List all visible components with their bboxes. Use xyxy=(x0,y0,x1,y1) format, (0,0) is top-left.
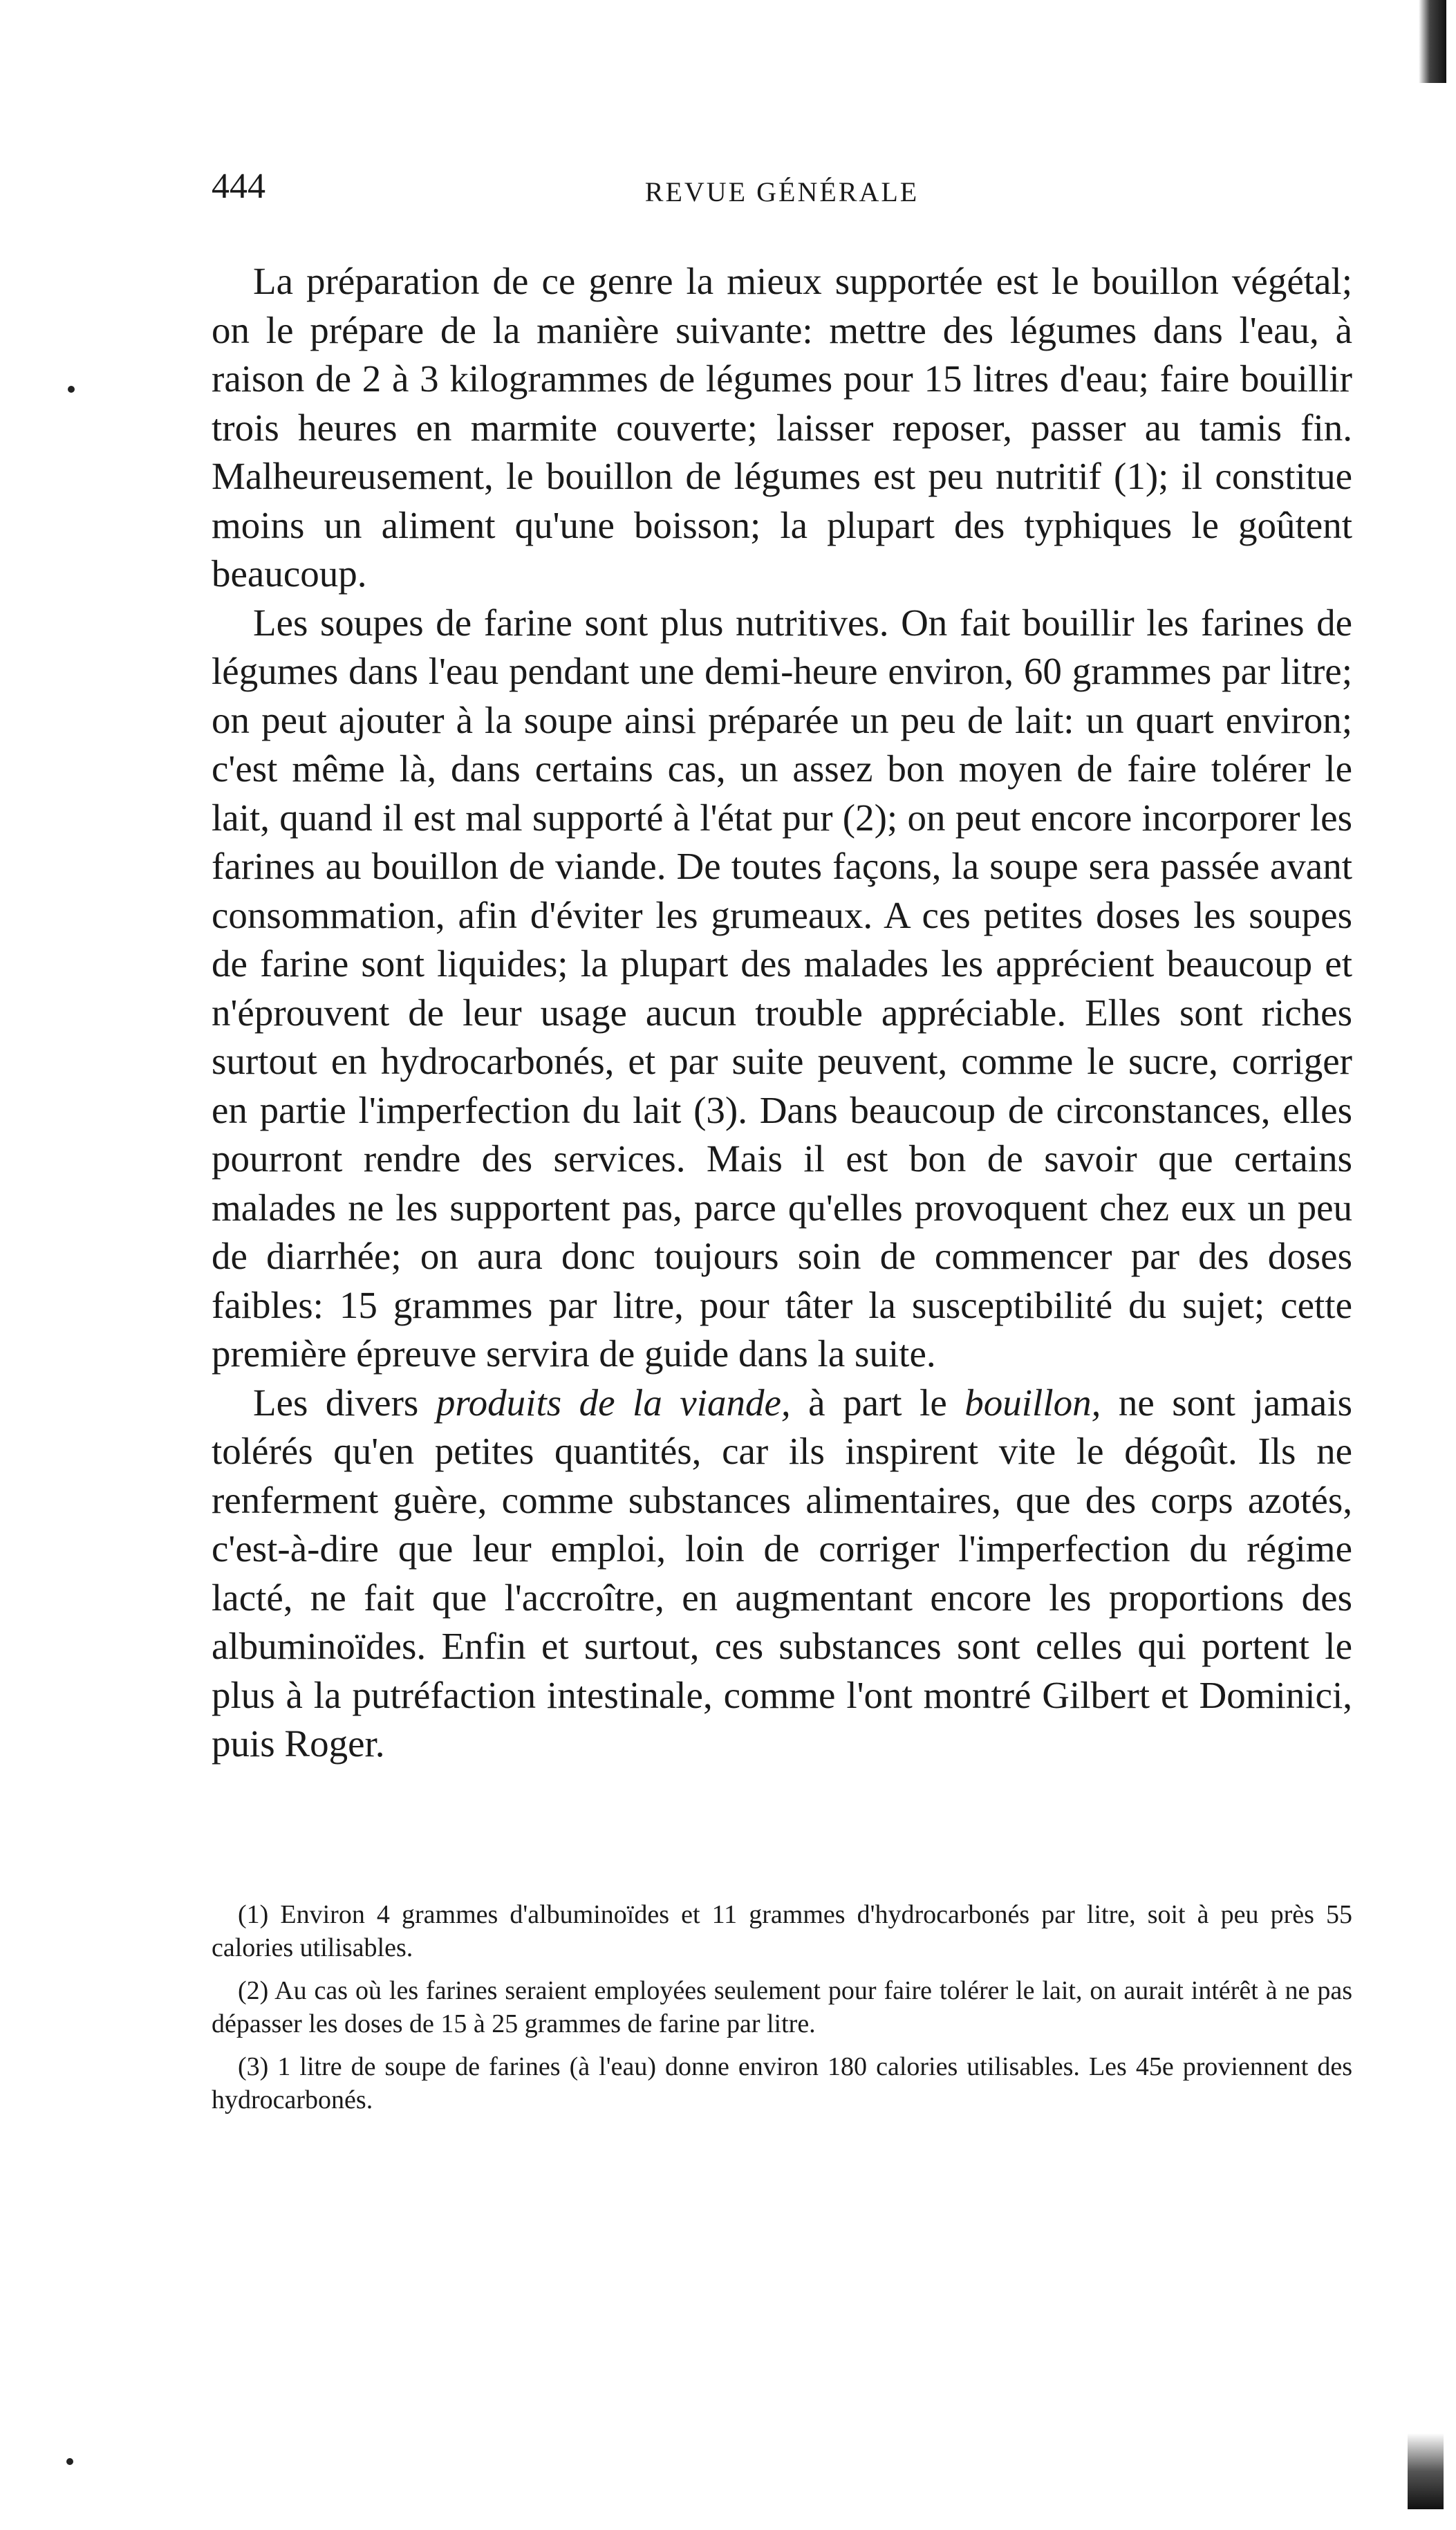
scan-speck xyxy=(66,2458,73,2465)
scan-edge-mark xyxy=(1408,2433,1444,2509)
italic-term: bouillon, xyxy=(964,1381,1101,1424)
footnote: (1) Environ 4 grammes d'albuminoïdes et 11 grammes d'hydrocarbonés par litre, soit à peu près 55 calories utilisables. xyxy=(212,1900,1352,1962)
footnote: (2) Au cas où les farines seraient employées seulement pour faire tolérer le lait, on aurait intérêt à ne pas dépasser les doses de 15 à 25 grammes de farine par litre. xyxy=(212,1976,1352,2038)
footnotes xyxy=(212,1898,1352,2126)
running-title: REVUE GÉNÉRALE xyxy=(644,176,920,207)
paragraph-text: à part le xyxy=(790,1381,965,1424)
scan-edge-mark xyxy=(1419,0,1446,83)
italic-term: produits de la viande, xyxy=(436,1381,791,1424)
paragraph: Les soupes de farine sont plus nutritives. On fait bouillir les farines de légumes dans l'eau pendant une demi-heure environ, 60 grammes par litre; on peut ajouter à la soupe ainsi préparée un peu de lait: un quart environ; c'est même là, dans certains cas, un assez bon moyen de faire tolérer le lait, quand il est mal supporté à l'état pur (2); on peut encore incorporer les farines au bouillon de viande. De toutes façons, la soupe sera passée avant consommation, afin d'éviter les grumeaux. A ces petites doses les soupes de farine sont liquides; la plupart des malades les apprécient beaucoup et n'éprouvent de leur usage aucun trouble appréciable. Elles sont riches surtout en hydrocarbonés, et par suite peuvent, comme le sucre, corriger en partie l'imperfection du lait (3). Dans beaucoup de circonstances, elles pourront rendre des services. Mais il est bon de savoir que certains malades ne les supportent pas, parce qu'elles provoquent chez eux un peu de diarrhée; on aura donc toujours soin de commencer par des doses faibles: 15 grammes par litre, pour tâter la susceptibilité du sujet; cette première épreuve servira de guide dans la suite. xyxy=(212,601,1352,1375)
scan-speck xyxy=(68,386,75,393)
body-text xyxy=(212,257,1352,1769)
page-header xyxy=(212,165,1352,227)
paragraph-text: Les divers xyxy=(253,1381,436,1424)
paragraph-text: ne sont jamais tolérés qu'en petites quantités, car ils inspirent vite le dégoût. Ils ne renferment guère, comme substances alimentaires, que des corps azotés, c'est-à-dire que leur emploi, loin de corriger l'imperfection du régime lacté, ne fait que l'accroître, en augmentant encore les proportions des albuminoïdes. Enfin et surtout, ces substances sont celles qui portent le plus à la putréfaction intestinale, comme l'ont montré Gilbert et Dominici, puis Roger. xyxy=(212,1381,1353,1765)
footnote: (3) 1 litre de soupe de farines (à l'eau) donne environ 180 calories utilisables. Les 45e proviennent des hydrocarbonés. xyxy=(212,2052,1352,2114)
page-number: 444 xyxy=(212,167,265,206)
paragraph xyxy=(212,1379,1352,1769)
paragraph: La préparation de ce genre la mieux supportée est le bouillon végétal; on le prépare de la manière suivante: mettre des légumes dans l'eau, à raison de 2 à 3 kilogrammes de légumes pour 15 litres d'eau; faire bouillir trois heures en marmite couverte; laisser reposer, passer au tamis fin. Malheureusement, le bouillon de légumes est peu nutritif (1); il constitue moins un aliment qu'une boisson; la plupart des typhiques le goûtent beaucoup. xyxy=(212,260,1352,595)
